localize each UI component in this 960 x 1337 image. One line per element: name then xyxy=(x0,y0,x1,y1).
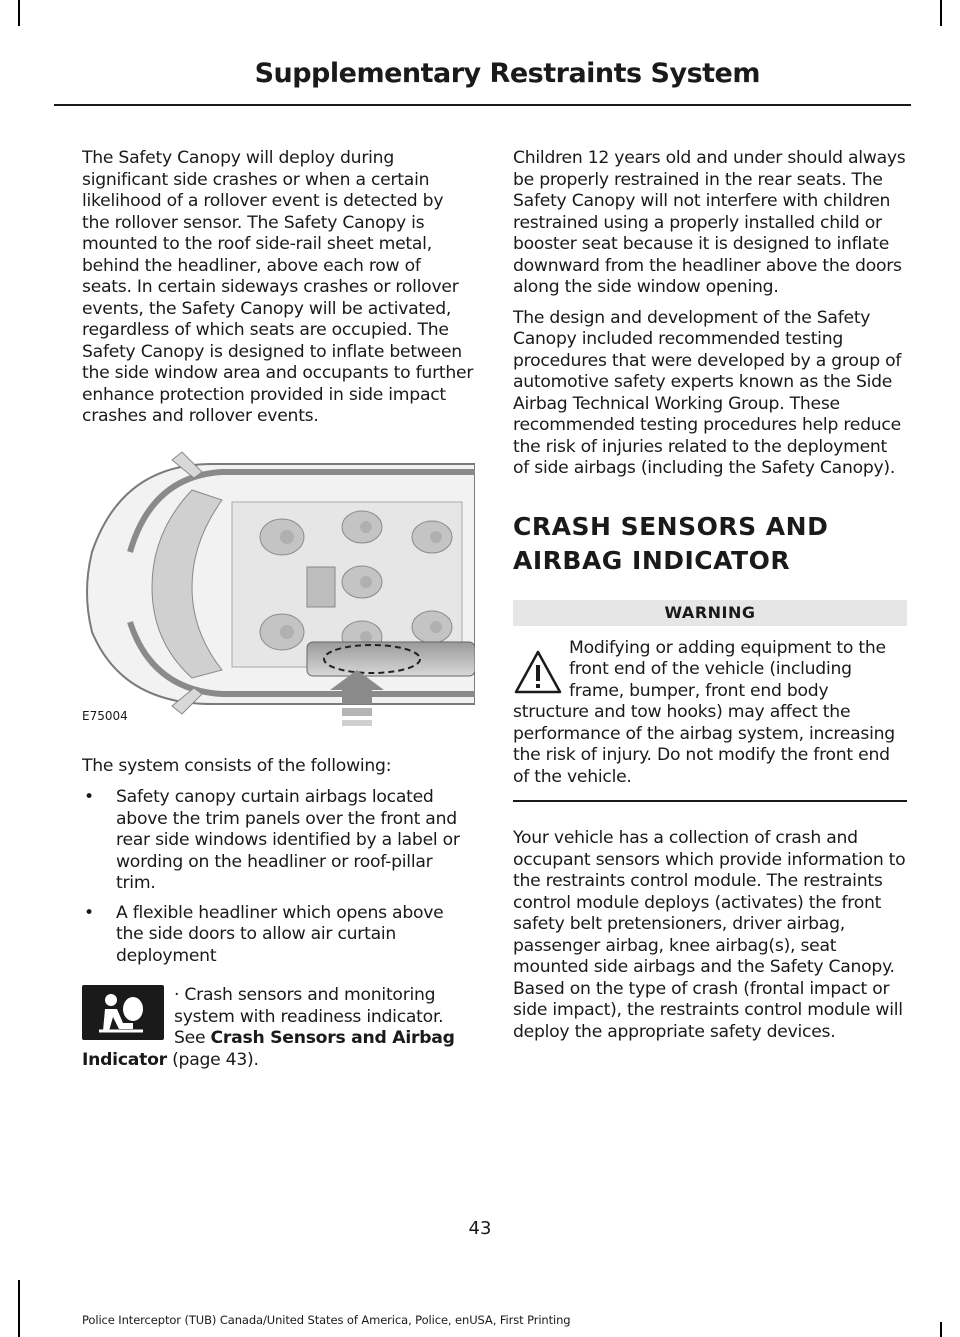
warning-divider xyxy=(513,800,907,802)
warning-triangle-icon xyxy=(513,648,563,698)
safety-canopy-paragraph: The Safety Canopy will deploy during significant side crashes or when a certain likelihood of a rollover event is detected by the rollover sensor. The Safety Canopy is mounted to the roof side-rail sheet metal, behind the headliner, above each row of seats. In certain sideways crashes or rollover events, the Safety Canopy will be activated, regardless of which seats are occupied. The Safety Canopy is designed to inflate between the side window area and occupants to further enhance protection provided in side impact crashes and rollover events. xyxy=(82,148,474,426)
crop-mark xyxy=(18,0,20,26)
indicator-text: · Crash sensors and monitoring system with readiness indicator. See xyxy=(174,985,444,1048)
header-divider xyxy=(54,104,911,106)
page-number: 43 xyxy=(468,1218,492,1239)
vehicle-safety-canopy-figure xyxy=(82,442,475,732)
airbag-indicator-icon xyxy=(82,985,164,1040)
left-column xyxy=(82,148,475,1071)
design-paragraph: The design and development of the Safety Canopy included recommended testing procedures that were developed by a group of automotive safety experts known as the Side Airbag Technical Working Group. These recommended testing procedures help reduce the risk of injuries related to the deployment of side airbags (including the Safety Canopy). xyxy=(513,307,902,478)
list-item: • Safety canopy curtain airbags located above the trim panels over the front and rear side windows identified by a label or wording on the headliner or roof-pillar trim. xyxy=(82,787,475,895)
crop-mark xyxy=(940,1322,942,1337)
section-heading-line2: AIRBAG INDICATOR xyxy=(513,545,791,575)
indicator-page-ref: (page 43). xyxy=(166,1049,259,1070)
section-heading-line1: CRASH SENSORS AND xyxy=(513,511,829,541)
crash-sensors-link[interactable]: Crash Sensors and Airbag Indicator xyxy=(82,1028,455,1070)
children-paragraph: Children 12 years old and under should always be properly restrained in the rear seats. The Safety Canopy will not interfere with children restrained using a properly installed child or booster seat because it is designed to inflate downward from the headliner above the doors along the side window opening. xyxy=(513,148,906,297)
crop-mark xyxy=(940,0,942,26)
footer-imprint: Police Interceptor (TUB) Canada/United States of America, Police, enUSA, First Printing xyxy=(82,1313,571,1327)
warning-body xyxy=(513,638,907,789)
system-intro: The system consists of the following: xyxy=(82,755,392,776)
figure-code: E75004 xyxy=(82,709,128,723)
page-header-title: Supplementary Restraints System xyxy=(254,58,760,89)
crash-sensors-paragraph: Your vehicle has a collection of crash and occupant sensors which provide information to the restraints control module. The restraints control module deploys (activates) the front safety belt pretensioners, driver airbag, passenger airbag, knee airbag(s), seat mounted side airbags and the Safety Canopy. Based on the type of crash (frontal impact or side impact), the restraints control module will deploy the appropriate safety devices. xyxy=(513,828,906,1042)
section-heading xyxy=(513,510,907,578)
list-item: • A flexible headliner which opens above the side doors to allow air curtain deployment xyxy=(82,903,475,968)
right-column xyxy=(513,148,907,1052)
warning-label: WARNING xyxy=(513,600,907,626)
warning-text: Modifying or adding equipment to the front end of the vehicle (including frame, bumper, front end body structure and tow hooks) may affect the performance of the airbag system, increasing the risk of injury. Do not modify the front end of the vehicle. xyxy=(513,637,895,787)
readiness-indicator-block xyxy=(82,985,475,1071)
system-components-list xyxy=(82,787,475,967)
crop-mark xyxy=(18,1280,20,1337)
car-top-view-illustration xyxy=(82,442,475,732)
